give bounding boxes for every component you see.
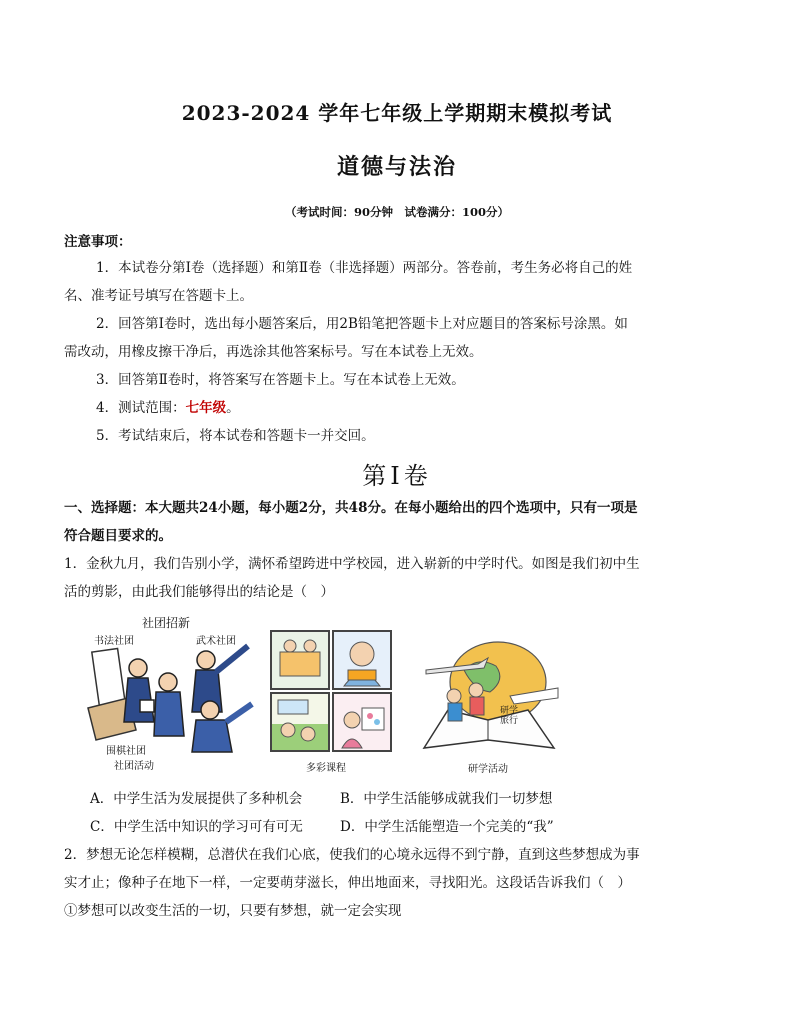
q2-stem-line-1: 2．梦想无论怎样模糊，总潜伏在我们心底，使我们的心境永远得不到宁静，直到这些梦想成为事 [64,847,640,863]
course-panel-3 [270,692,330,752]
notice-heading: 注意事项： [64,234,132,250]
section-instruction-line-2: 符合题目要求的。 [64,528,172,544]
notice-item-2-line-2: 需改动，用橡皮擦干净后，再选涂其他答案标号。写在本试卷上无效。 [64,344,483,360]
notice-item-4 [96,398,240,418]
notice-item-1-line-2: 名、准考证号填写在答题卡上。 [64,288,253,304]
volume-heading: 第Ⅰ卷 [362,462,432,490]
q2-stem-line-2: 实才止；像种子在地下一样，一定要萌芽滋长，伸出地面来，寻找阳光。这段话告诉我们（ ） [64,875,631,891]
exam-meta: （考试时间：90分钟 试卷满分：100分） [284,205,509,219]
course-panel-4 [332,692,392,752]
go-club-label: 围棋社团 [106,746,146,757]
exam-title: 2023-2024 学年七年级上学期期末模拟考试 [181,101,613,125]
notice-item-1-line-1: 1．本试卷分第Ⅰ卷（选择题）和第Ⅱ卷（非选择题）两部分。答卷前，考生务必将自己的姓 [96,260,633,276]
figure-caption-clubs: 社团活动 [114,761,154,772]
study-trip-illustration [418,640,560,775]
diverse-courses-illustration [270,630,394,774]
q1-stem-line-2: 活的剪影，由此我们能够得出的结论是（ ） [64,584,334,600]
q1-option-a[interactable]: A．中学生活为发展提供了多种机会 [90,791,303,807]
q2-statement-1: ①梦想可以改变生活的一切，只要有梦想，就一定会实现 [64,903,402,919]
notice-item-3: 3．回答第Ⅱ卷时，将答案写在答题卡上。写在本试卷上无效。 [96,372,465,388]
test-scope: 七年级 [185,400,227,416]
study-trip-label: 研学旅行 [500,706,519,726]
q1-stem-line-1: 1．金秋九月，我们告别小学，满怀希望跨进中学校园，进入崭新的中学时代。如图是我们初中生 [64,556,640,572]
notice-item-5: 5．考试结束后，将本试卷和答题卡一并交回。 [96,428,375,444]
notice-item-2-line-1: 2．回答第Ⅰ卷时，选出每小题答案后，用2B铅笔把答题卡上对应题目的答案标号涂黑。如 [96,316,628,332]
course-panel-1 [270,630,330,690]
club-recruit-title: 社团招新 [142,616,191,630]
notice-item-4-prefix: 4．测试范围： [96,400,186,416]
calligraphy-club-label: 书法社团 [94,636,134,647]
notice-item-4-suffix: 。 [226,400,240,416]
figure-caption-study-trip: 研学活动 [468,764,508,775]
study-trip-drawing [418,640,560,752]
q1-option-d[interactable]: D．中学生活能塑造一个完美的“我” [340,819,554,835]
club-students-drawing [76,612,256,772]
figure-caption-courses: 多彩课程 [306,763,346,774]
club-activities-illustration [76,612,256,772]
subject-title: 道德与法治 [336,154,457,180]
course-panel-2 [332,630,392,690]
q1-option-c[interactable]: C．中学生活中知识的学习可有可无 [90,819,303,835]
q1-option-b[interactable]: B．中学生活能够成就我们一切梦想 [340,791,553,807]
martial-arts-club-label: 武术社团 [196,636,236,647]
section-instruction-line-1: 一、选择题：本大题共24小题，每小题2分，共48分。在每小题给出的四个选项中，只有一项是 [64,500,638,516]
